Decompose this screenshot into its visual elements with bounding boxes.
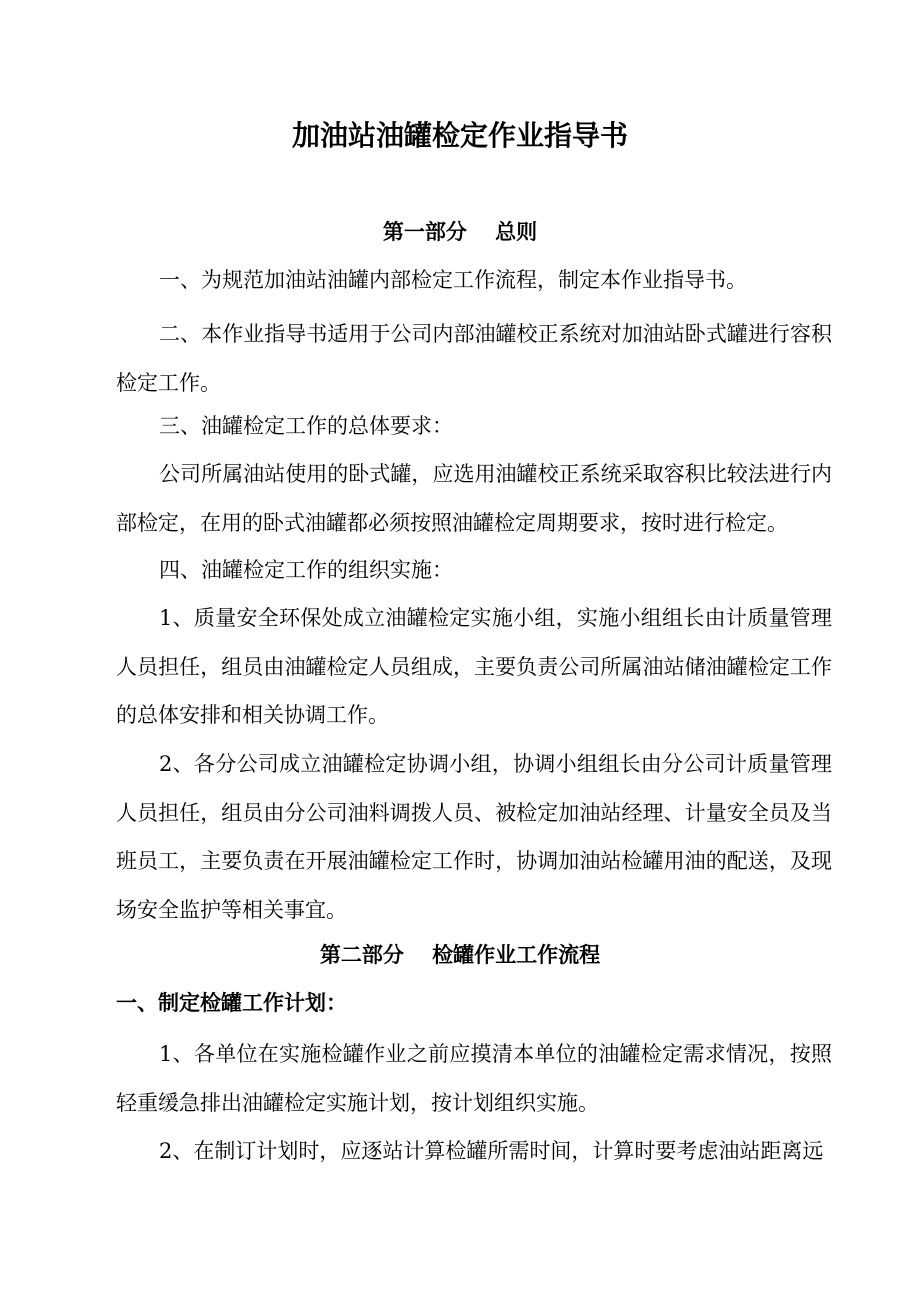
part2-section1-heading: 一、制定检罐工作计划：: [116, 991, 347, 1015]
part2-heading: 第二部分 检罐作业工作流程: [319, 943, 601, 967]
part1-heading: 第一部分 总则: [382, 220, 538, 244]
part1-paragraph-1: 一、为规范加油站油罐内部检定工作流程，制定本作业指导书。: [159, 268, 747, 292]
part1-paragraph-7: 2、各分公司成立油罐检定协调小组，协调小组组长由分公司计质量管理人员担任，组员由分公司油料调拨人员、被检定加油站经理、计量安全员及当班员工，主要负责在开展油罐检定工作时，协调加油站检罐用油的配送，及现场安全监护等相关事宜。: [116, 752, 832, 922]
document-title: 加油站油罐检定作业指导书: [291, 119, 628, 152]
part1-paragraph-3: 三、油罐检定工作的总体要求：: [159, 414, 453, 438]
part2-section1-paragraph-1: 1、各单位在实施检罐作业之前应摸清本单位的油罐检定需求情况，按照轻重缓急排出油罐检定实施计划，按计划组织实施。: [116, 1042, 832, 1115]
part1-paragraph-2: 二、本作业指导书适用于公司内部油罐校正系统对加油站卧式罐进行容积检定工作。: [116, 322, 832, 395]
part1-paragraph-4: 公司所属油站使用的卧式罐，应选用油罐校正系统采取容积比较法进行内部检定，在用的卧式油罐都必须按照油罐检定周期要求，按时进行检定。: [116, 462, 832, 535]
part2-section1-paragraph-2: 2、在制订计划时，应逐站计算检罐所需时间，计算时要考虑油站距离远: [159, 1139, 824, 1163]
part1-paragraph-6: 1、质量安全环保处成立油罐检定实施小组，实施小组组长由计质量管理人员担任，组员由油罐检定人员组成，主要负责公司所属油站储油罐检定工作的总体安排和相关协调工作。: [116, 606, 832, 727]
part1-paragraph-5: 四、油罐检定工作的组织实施：: [159, 558, 453, 582]
